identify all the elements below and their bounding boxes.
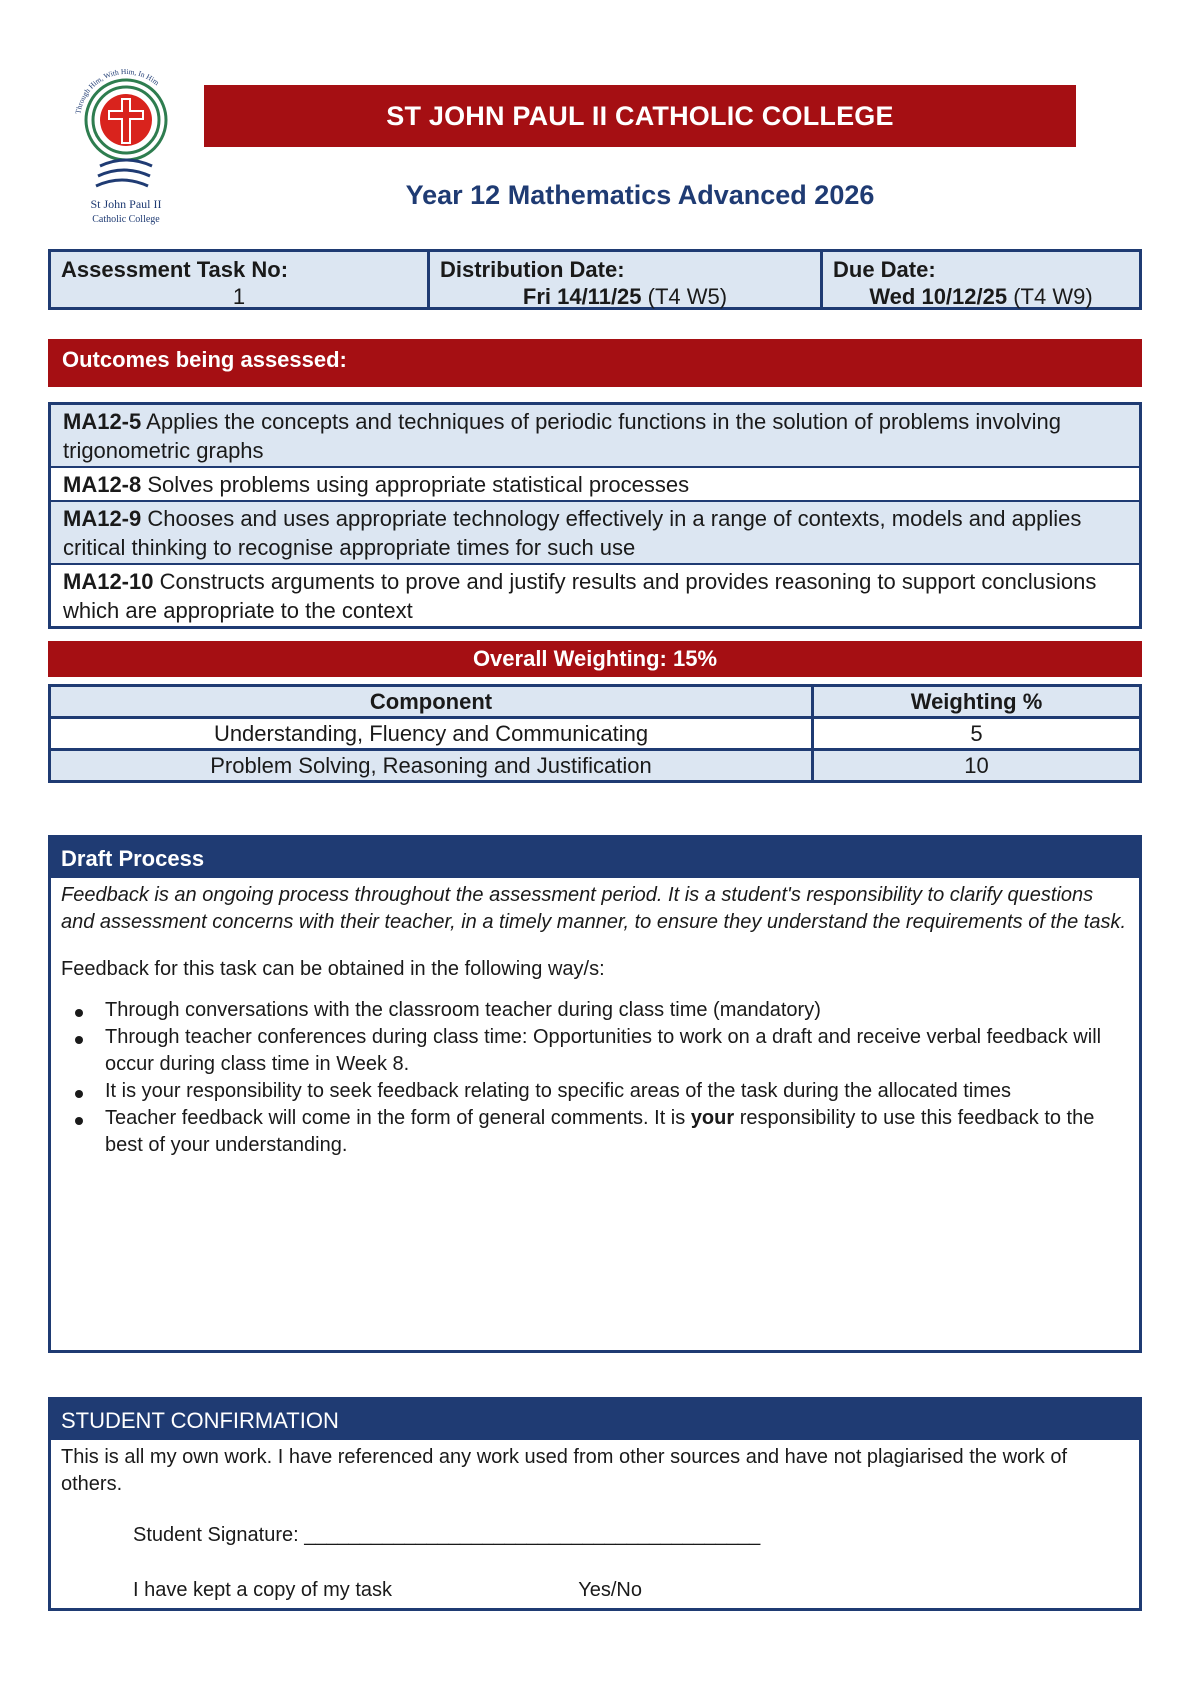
- list-item: [61, 1105, 1129, 1159]
- due-date: Wed 10/12/25: [869, 284, 1008, 309]
- copy-kept-row: [61, 1577, 1129, 1604]
- outcome-item: [51, 563, 1139, 626]
- task-number-cell: [51, 252, 427, 307]
- outcome-text: Constructs arguments to prove and justify results and provides reasoning to support conclusions which are appropriate to the context: [63, 569, 1097, 623]
- weighting-heading: [48, 641, 1142, 677]
- list-item: Through conversations with the classroom teacher during class time (mandatory): [61, 997, 1129, 1024]
- due-date-cell: [820, 252, 1139, 307]
- feedback-list: [61, 997, 1129, 1159]
- outcome-code: MA12-9: [63, 506, 142, 531]
- svg-text:Through Him, With Him, In Him: Through Him, With Him, In Him: [73, 66, 162, 115]
- signature-field[interactable]: _________________________________________: [304, 1524, 761, 1546]
- component-header: Component: [50, 686, 813, 718]
- confirmation-body: [51, 1440, 1139, 1608]
- confirmation-title: STUDENT CONFIRMATION: [61, 1408, 339, 1433]
- school-name: ST JOHN PAUL II CATHOLIC COLLEGE: [386, 100, 894, 131]
- draft-intro: Feedback is an ongoing process throughout the assessment period. It is a student's responsibility to clarify questions and assessment concerns with their teacher, in a timely manner, to ensure they understand the requirements of the task.: [61, 884, 1127, 933]
- bullet4-post: responsibility to use this feedback to the best of your understanding.: [105, 1107, 1095, 1156]
- table-row: [50, 718, 1141, 750]
- distribution-date: Fri 14/11/25: [522, 284, 642, 309]
- draft-lead: Feedback for this task can be obtained in the following way/s:: [61, 958, 605, 980]
- task-number-value: 1: [232, 284, 246, 309]
- draft-process-title: Draft Process: [61, 846, 205, 871]
- outcome-code: MA12-5: [63, 409, 142, 434]
- draft-process-body: [51, 878, 1139, 1163]
- due-date-label: Due Date:: [833, 257, 936, 282]
- course-title: Year 12 Mathematics Advanced 2026: [405, 180, 875, 210]
- table-row: [50, 750, 1141, 782]
- outcome-code: MA12-8: [63, 472, 142, 497]
- confirmation-statement: This is all my own work. I have referenced any work used from other sources and have not plagiarised the work of others.: [61, 1446, 1068, 1495]
- school-crest-icon: [68, 62, 184, 230]
- distribution-week: (T4 W5): [647, 284, 728, 309]
- weight-cell: 5: [813, 718, 1141, 750]
- list-item: Through teacher conferences during class time: Opportunities to work on a draft and receive verbal feedback will occur during class time in Week 8.: [61, 1024, 1129, 1078]
- due-week: (T4 W9): [1013, 284, 1093, 309]
- copy-kept-label: I have kept a copy of my task: [133, 1579, 393, 1601]
- outcomes-heading: [48, 339, 1142, 387]
- task-number-label: Assessment Task No:: [61, 257, 289, 282]
- weighting-heading-text: Overall Weighting: 15%: [472, 646, 718, 671]
- component-cell: Problem Solving, Reasoning and Justification: [50, 750, 813, 782]
- school-name-banner: [204, 85, 1076, 147]
- svg-text:Catholic College: Catholic College: [92, 214, 160, 225]
- outcome-item: [51, 500, 1139, 563]
- weighting-header: Weighting %: [813, 686, 1141, 718]
- signature-line: [61, 1522, 1129, 1549]
- distribution-date-label: Distribution Date:: [440, 257, 625, 282]
- weight-cell: 10: [813, 750, 1141, 782]
- task-info-row: [48, 249, 1142, 310]
- due-date-value: [833, 283, 1129, 310]
- table-header-row: [50, 686, 1141, 718]
- distribution-date-cell: [427, 252, 820, 307]
- list-item: It is your responsibility to seek feedback relating to specific areas of the task during the allocated times: [61, 1078, 1129, 1105]
- outcome-code: MA12-10: [63, 569, 154, 594]
- confirmation-heading: [51, 1400, 1139, 1440]
- outcome-text: Solves problems using appropriate statistical processes: [147, 472, 690, 497]
- weighting-table: [48, 684, 1142, 783]
- component-cell: Understanding, Fluency and Communicating: [50, 718, 813, 750]
- outcomes-heading-text: Outcomes being assessed:: [62, 347, 347, 372]
- distribution-date-value: [440, 283, 810, 310]
- svg-text:St John Paul II: St John Paul II: [90, 197, 162, 211]
- student-confirmation-panel: [48, 1397, 1142, 1611]
- outcomes-list: [48, 402, 1142, 629]
- outcome-text: Applies the concepts and techniques of periodic functions in the solution of problems involving trigonometric graphs: [63, 409, 1061, 463]
- school-logo: [68, 62, 184, 230]
- outcome-item: [51, 405, 1139, 466]
- outcome-text: Chooses and uses appropriate technology effectively in a range of contexts, models and applies critical thinking to recognise appropriate times for such use: [63, 506, 1082, 560]
- bullet4-pre: Teacher feedback will come in the form of general comments. It is: [105, 1107, 691, 1129]
- draft-process-heading: [51, 838, 1139, 878]
- copy-kept-options[interactable]: Yes/No: [578, 1579, 642, 1601]
- outcome-item: [51, 466, 1139, 500]
- bullet4-bold: your: [690, 1107, 735, 1129]
- draft-process-panel: [48, 835, 1142, 1353]
- signature-label: Student Signature:: [133, 1524, 299, 1546]
